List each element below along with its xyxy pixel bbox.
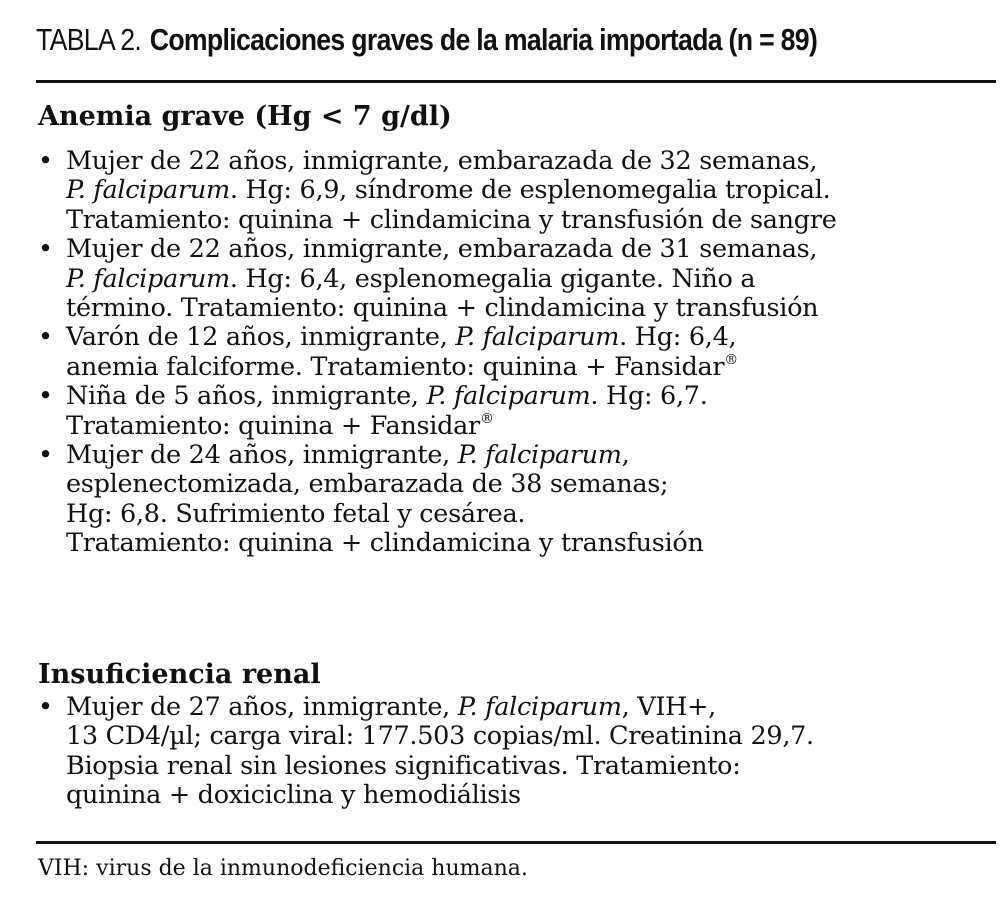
bottom-rule — [36, 841, 996, 844]
bullet: • — [38, 146, 53, 176]
case-line: Tratamiento: quinina + Fansidar® — [66, 410, 494, 441]
table-caption — [36, 22, 862, 74]
case-line: Biopsia renal sin lesiones significativas. Tratamiento: — [66, 750, 741, 781]
registered-mark: ® — [724, 351, 738, 368]
registered-mark: ® — [479, 410, 494, 427]
case-line: esplenectomizada, embarazada de 38 semanas; — [66, 469, 669, 500]
case-item — [38, 441, 993, 559]
case-item — [38, 147, 993, 235]
table-label: TABLA 2. — [36, 22, 142, 57]
case-line: Mujer de 22 años, inmigrante, embarazada de 32 semanas, — [66, 146, 818, 176]
case-line: 13 CD4/µl; carga viral: 177.503 copias/ml. Creatinina 29,7. — [66, 721, 814, 752]
case-line: Mujer de 24 años, inmigrante, P. falciparum, — [66, 440, 630, 471]
bullet: • — [38, 692, 53, 722]
section-heading: Anemia grave (Hg < 7 g/dl) — [38, 101, 452, 132]
species-name: P. falciparum — [426, 381, 591, 412]
species-name: P. falciparum — [66, 175, 230, 206]
species-name: P. falciparum — [66, 263, 230, 294]
table-title: Complicaciones graves de la malaria importada (n = 89) — [149, 22, 818, 57]
section-heading: Insuficiencia renal — [38, 659, 321, 690]
species-name: P. falciparum — [457, 440, 622, 471]
case-line: Mujer de 27 años, inmigrante, P. falciparum, VIH+, — [66, 692, 716, 722]
top-rule — [36, 80, 996, 83]
section-anemia-grave — [38, 100, 993, 559]
species-name: P. falciparum — [455, 322, 620, 353]
section-insuficiencia-renal — [38, 658, 993, 811]
case-line: Varón de 12 años, inmigrante, P. falciparum. Hg: 6,4, — [66, 322, 737, 353]
bullet: • — [38, 234, 53, 265]
case-line: Hg: 6,8. Sufrimiento fetal y cesárea. — [66, 498, 526, 529]
case-list — [38, 693, 993, 811]
case-line: Tratamiento: quinina + clindamicina y transfusión — [66, 528, 704, 559]
case-line: Mujer de 22 años, inmigrante, embarazada de 31 semanas, — [66, 234, 818, 265]
case-line: Niña de 5 años, inmigrante, P. falciparum. Hg: 6,7. — [66, 381, 708, 412]
case-item — [38, 323, 993, 382]
bullet: • — [38, 440, 53, 471]
case-line: Tratamiento: quinina + clindamicina y transfusión de sangre — [66, 204, 837, 235]
case-line: término. Tratamiento: quinina + clindamicina y transfusión — [66, 293, 819, 324]
case-item — [38, 382, 993, 441]
case-list — [38, 147, 993, 559]
case-line: P. falciparum. Hg: 6,4, esplenomegalia gigante. Niño a — [66, 263, 756, 294]
footnote: VIH: virus de la inmunodeficiencia humana. — [38, 856, 528, 881]
case-line: quinina + doxiciclina y hemodiálisis — [66, 780, 521, 811]
bullet: • — [38, 322, 53, 353]
case-item — [38, 693, 993, 811]
bullet: • — [38, 381, 53, 412]
case-item — [38, 235, 993, 323]
case-line: anemia falciforme. Tratamiento: quinina + Fansidar® — [66, 351, 738, 382]
species-name: P. falciparum — [457, 692, 622, 722]
case-line: P. falciparum. Hg: 6,9, síndrome de esplenomegalia tropical. — [66, 175, 831, 206]
